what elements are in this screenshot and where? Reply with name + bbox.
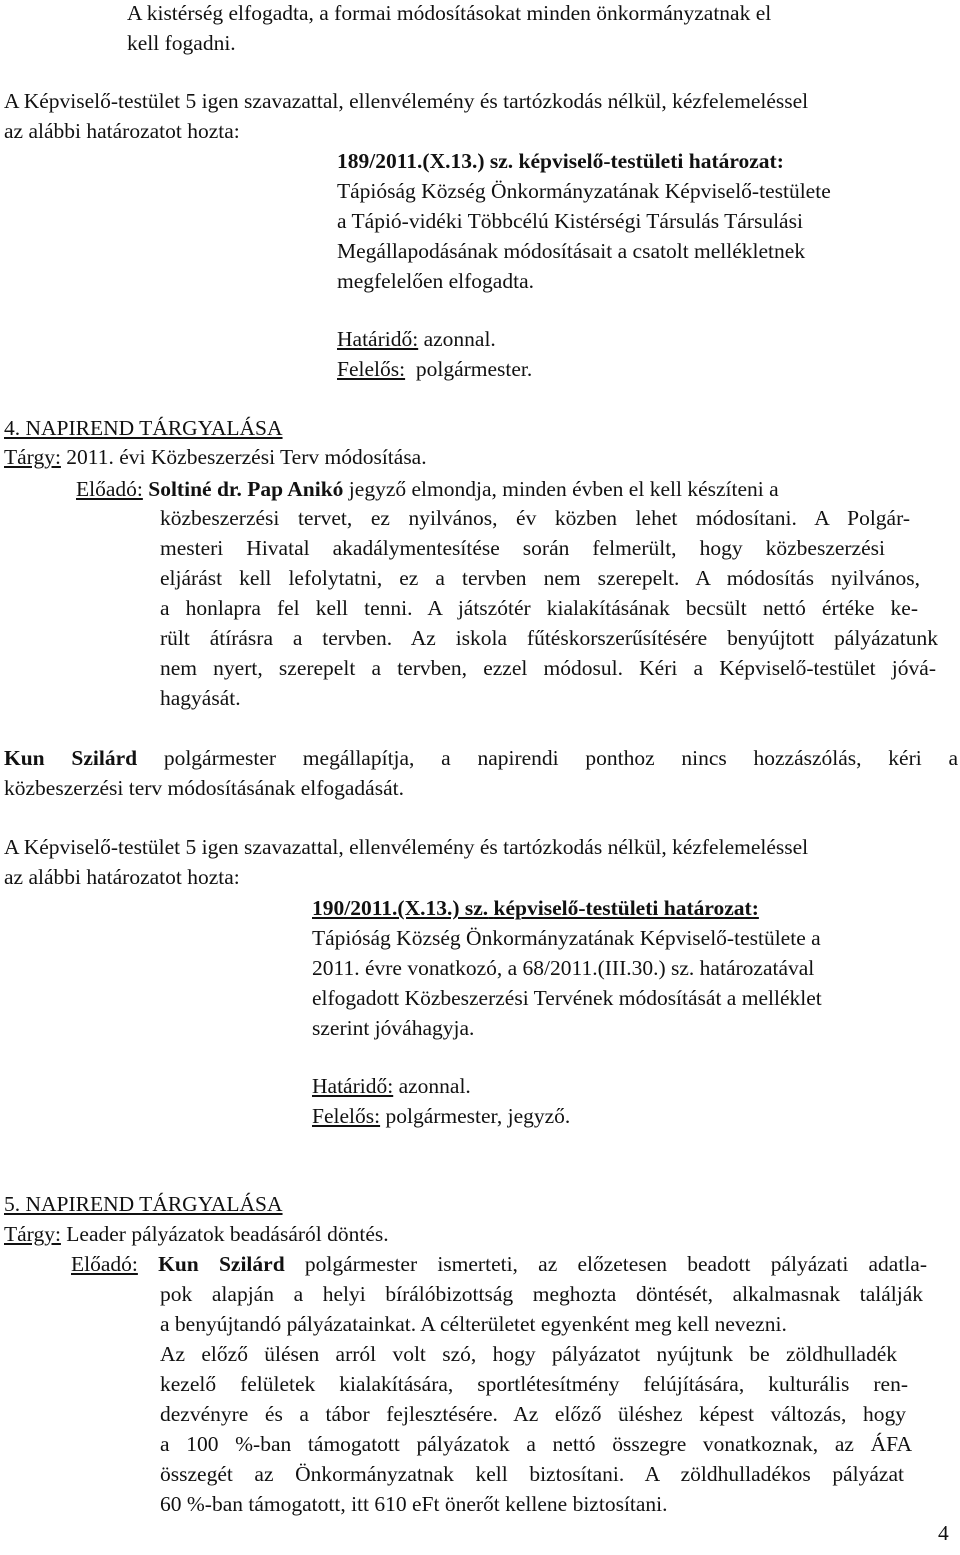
presenter-label: Előadó:: [76, 477, 143, 501]
resolution-190-line: Tápióság Község Önkormányzatának Képviselő-testülete a: [312, 926, 821, 950]
resolution-189-line: megfelelően elfogadta.: [337, 269, 534, 293]
presenter-text: polgármester ismerteti, az előzetesen beadott pályázati adatla-: [304, 1252, 927, 1276]
subject-label: Tárgy:: [4, 445, 61, 469]
subject-label: Tárgy:: [4, 1222, 61, 1246]
presenter-text: jegyző elmondja, minden évben el kell készíteni a: [348, 477, 779, 501]
mayor-text: polgármester megállapítja, a napirendi ponthoz nincs hozzászólás, kéri a: [163, 746, 958, 770]
mayor-name: Kun Szilárd: [4, 746, 138, 770]
resolution-190-heading: [312, 893, 759, 923]
agenda-4-line: hagyását.: [160, 686, 241, 710]
resolution-189-line: Tápióság Község Önkormányzatának Képviselő-testülete: [337, 179, 831, 203]
deadline-label: Határidő:: [337, 327, 419, 351]
agenda-5-line: pok alapján a helyi bírálóbizottság meghozta döntését, alkalmasnak találják: [160, 1282, 923, 1306]
mayor-line-2: közbeszerzési terv módosításának elfogadását.: [4, 776, 404, 800]
resolution-189-line: a Tápió-vidéki Többcélú Kistérségi Társulás Társulási: [337, 209, 803, 233]
vote2-line-1: A Képviselő-testület 5 igen szavazattal, ellenvélemény és tartózkodás nélkül, kézfelemeléssel: [4, 835, 809, 859]
resolution-190-title: képviselő-testületi határozat:: [493, 896, 759, 920]
agenda-4-subject: [4, 442, 427, 472]
presenter-label: Előadó:: [71, 1252, 138, 1276]
deadline-value: azonnal.: [398, 1074, 471, 1098]
responsible-value: polgármester.: [415, 357, 533, 381]
resolution-189-responsible: [337, 354, 532, 384]
subject-value: 2011. évi Közbeszerzési Terv módosítása.: [66, 445, 427, 469]
subject-value: Leader pályázatok beadásáról döntés.: [66, 1222, 389, 1246]
responsible-value: polgármester, jegyző.: [385, 1104, 571, 1128]
agenda-5-line: 60 %-ban támogatott, itt 610 eFt önerőt kellene biztosítani.: [160, 1492, 668, 1516]
deadline-label: Határidő:: [312, 1074, 394, 1098]
agenda-5-line: Az előző ülésen arról volt szó, hogy pályázatot nyújtunk be zöldhulladék: [160, 1342, 897, 1366]
agenda-4-line: eljárást kell lefolytatni, ez a tervben nem szerepelt. A módosítás nyilvános,: [160, 566, 920, 590]
agenda-4-line: a honlapra fel kell tenni. A játszótér kialakításának becsült nettó értéke ke-: [160, 596, 918, 620]
presenter-name: Soltiné dr.: [148, 477, 242, 501]
responsible-label: Felelős:: [312, 1104, 381, 1128]
mayor-line-1: [4, 743, 958, 773]
resolution-189-line: Megállapodásának módosításait a csatolt mellékletnek: [337, 239, 806, 263]
resolution-190-line: elfogadott Közbeszerzési Tervének módosítását a melléklet: [312, 986, 822, 1010]
resolution-189-heading: [337, 146, 784, 176]
resolution-190-deadline: [312, 1071, 471, 1101]
resolution-190-number: 190/2011.(X.13.) sz.: [312, 896, 489, 920]
resolution-190-line: 2011. évre vonatkozó, a 68/2011.(III.30.) sz. határozatával: [312, 956, 815, 980]
agenda-4-heading: 4. NAPIREND TÁRGYALÁSA: [4, 416, 283, 440]
agenda-4-line: mesteri Hivatal akadálymentesítése során felmerült, hogy közbeszerzési: [160, 536, 885, 560]
resolution-189-number: 189/2011.(X.13.) sz.: [337, 149, 514, 173]
vote2-line-2: az alábbi határozatot hozta:: [4, 865, 240, 889]
agenda-5-line: összegét az Önkormányzatnak kell biztosítani. A zöldhulladékos pályázat: [160, 1462, 904, 1486]
agenda-5-presenter-line: [71, 1249, 927, 1279]
vote1-line-1: A Képviselő-testület 5 igen szavazattal, ellenvélemény és tartózkodás nélkül, kézfelemeléssel: [4, 89, 809, 113]
top-line-1: A kistérség elfogadta, a formai módosításokat minden önkormányzatnak el: [127, 1, 772, 25]
agenda-4-line: közbeszerzési tervet, ez nyilvános, év közben lehet módosítani. A Polgár-: [160, 506, 910, 530]
resolution-190-line: szerint jóváhagyja.: [312, 1016, 475, 1040]
top-line-2: kell fogadni.: [127, 31, 236, 55]
agenda-4-presenter-line: [76, 474, 908, 504]
agenda-5-line: kezelő felületek kialakítására, sportlétesítmény felújítására, kulturális ren-: [160, 1372, 908, 1396]
page-number: 4: [938, 1521, 949, 1545]
agenda-4-line: rült átírásra a tervben. Az iskola fűtéskorszerűsítésére benyújtott pályázatunk: [160, 626, 938, 650]
agenda-5-line: a benyújtandó pályázatainkat. A célterületet egyenként meg kell nevezni.: [160, 1312, 787, 1336]
vote1-line-2: az alábbi határozatot hozta:: [4, 119, 240, 143]
presenter-name: Pap Anikó: [247, 477, 344, 501]
resolution-190-responsible: [312, 1101, 570, 1131]
agenda-4-line: nem nyert, szerepelt a tervben, ezzel módosul. Kéri a Képviselő-testület jóvá-: [160, 656, 936, 680]
agenda-5-line: a 100 %-ban támogatott pályázatok a nettó összegre vonatkoznak, az ÁFA: [160, 1432, 912, 1456]
deadline-value: azonnal.: [423, 327, 496, 351]
responsible-label: Felelős:: [337, 357, 406, 381]
resolution-189-title: képviselő-testületi határozat:: [518, 149, 784, 173]
agenda-5-subject: [4, 1219, 389, 1249]
presenter-name: Kun Szilárd: [158, 1252, 285, 1276]
resolution-189-deadline: [337, 324, 496, 354]
agenda-5-heading: 5. NAPIREND TÁRGYALÁSA: [4, 1192, 283, 1216]
agenda-5-line: dezvényre és a tábor fejlesztésére. Az előző üléshez képest változás, hogy: [160, 1402, 906, 1426]
